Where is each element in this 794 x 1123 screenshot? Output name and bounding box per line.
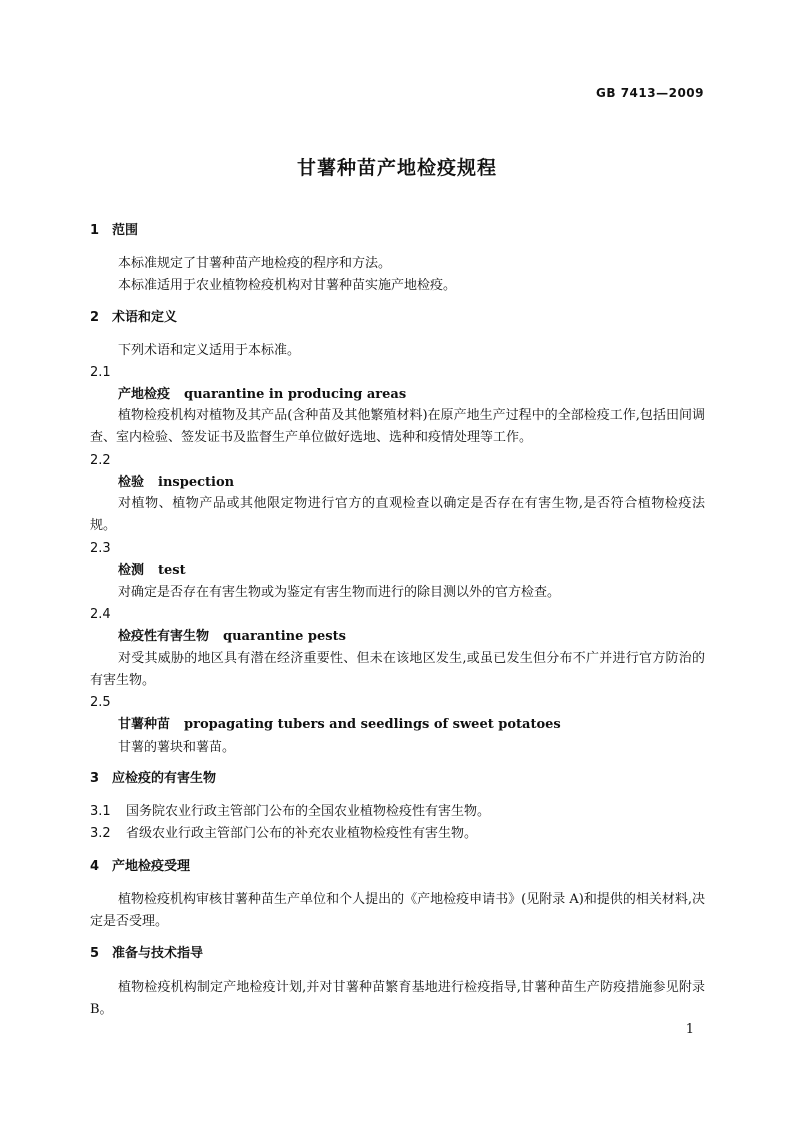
list-item — [90, 824, 705, 844]
section-title: 准备与技术指导 — [112, 946, 204, 961]
term-definition: 甘薯的薯块和薯苗。 — [118, 740, 236, 755]
section-1-heading — [90, 221, 705, 241]
section-title: 范围 — [112, 223, 139, 238]
item-text: 省级农业行政主管部门公布的补充农业植物检疫性有害生物。 — [126, 826, 478, 841]
item-number: 3.1 — [90, 804, 111, 819]
section-title: 应检疫的有害生物 — [112, 771, 217, 786]
clause-number: 2.5 — [90, 695, 111, 710]
document-title: 甘薯种苗产地检疫规程 — [296, 157, 497, 179]
term-definition: 对受其威胁的地区具有潜在经济重要性、但未在该地区发生,或虽已发生但分布不广并进行官方防治的有害生物。 — [90, 651, 705, 688]
term-entry — [90, 715, 733, 735]
term-zh: 检疫性有害生物 — [118, 629, 210, 644]
section-number: 1 — [90, 223, 100, 238]
term-en: test — [158, 563, 186, 578]
section-number: 5 — [90, 946, 100, 961]
term-entry — [90, 385, 733, 405]
list-item — [90, 802, 705, 822]
term-definition: 对植物、植物产品或其他限定物进行官方的直观检查以确定是否存在有害生物,是否符合植物检疫法规。 — [90, 496, 705, 533]
term-entry — [90, 627, 733, 647]
item-text: 国务院农业行政主管部门公布的全国农业植物检疫性有害生物。 — [126, 804, 491, 819]
paragraph: 本标准规定了甘薯种苗产地检疫的程序和方法。 — [118, 256, 392, 271]
section-2-heading — [90, 308, 705, 328]
term-zh: 产地检疫 — [118, 387, 171, 402]
term-entry — [90, 561, 733, 581]
section-number: 2 — [90, 310, 100, 325]
section-3-heading — [90, 769, 705, 789]
section-title: 术语和定义 — [112, 310, 178, 325]
section-number: 3 — [90, 771, 100, 786]
term-definition: 对确定是否存在有害生物或为鉴定有害生物而进行的除目测以外的官方检查。 — [118, 585, 561, 600]
term-zh: 检验 — [118, 475, 145, 490]
term-en: quarantine in producing areas — [184, 387, 407, 402]
section-number: 4 — [90, 859, 100, 874]
term-entry — [90, 473, 733, 493]
term-en: inspection — [158, 475, 235, 490]
clause-number: 2.3 — [90, 541, 111, 556]
section-title: 产地检疫受理 — [112, 859, 191, 874]
item-number: 3.2 — [90, 826, 111, 841]
paragraph: 植物检疫机构审核甘薯种苗生产单位和个人提出的《产地检疫申请书》(见附录 A)和提供的相关材料,决定是否受理。 — [90, 892, 705, 929]
paragraph: 本标准适用于农业植物检疫机构对甘薯种苗实施产地检疫。 — [118, 278, 457, 293]
term-en: quarantine pests — [223, 629, 346, 644]
term-en: propagating tubers and seedlings of sweet potatoes — [184, 717, 561, 732]
term-zh: 检测 — [118, 563, 145, 578]
clause-number: 2.2 — [90, 453, 111, 468]
clause-number: 2.4 — [90, 607, 111, 622]
term-definition: 植物检疫机构对植物及其产品(含种苗及其他繁殖材料)在原产地生产过程中的全部检疫工作,包括田间调查、室内检验、签发证书及监督生产单位做好选地、选种和疫情处理等工作。 — [90, 408, 705, 445]
standard-number: GB 7413—2009 — [596, 86, 704, 100]
section-4-heading — [90, 857, 705, 877]
paragraph: 植物检疫机构制定产地检疫计划,并对甘薯种苗繁育基地进行检疫指导,甘薯种苗生产防疫措施参见附录 B。 — [90, 980, 705, 1017]
paragraph: 下列术语和定义适用于本标准。 — [118, 343, 301, 358]
clause-number: 2.1 — [90, 365, 111, 380]
section-5-heading — [90, 944, 705, 964]
page-number: 1 — [685, 1022, 694, 1037]
term-zh: 甘薯种苗 — [118, 717, 171, 732]
